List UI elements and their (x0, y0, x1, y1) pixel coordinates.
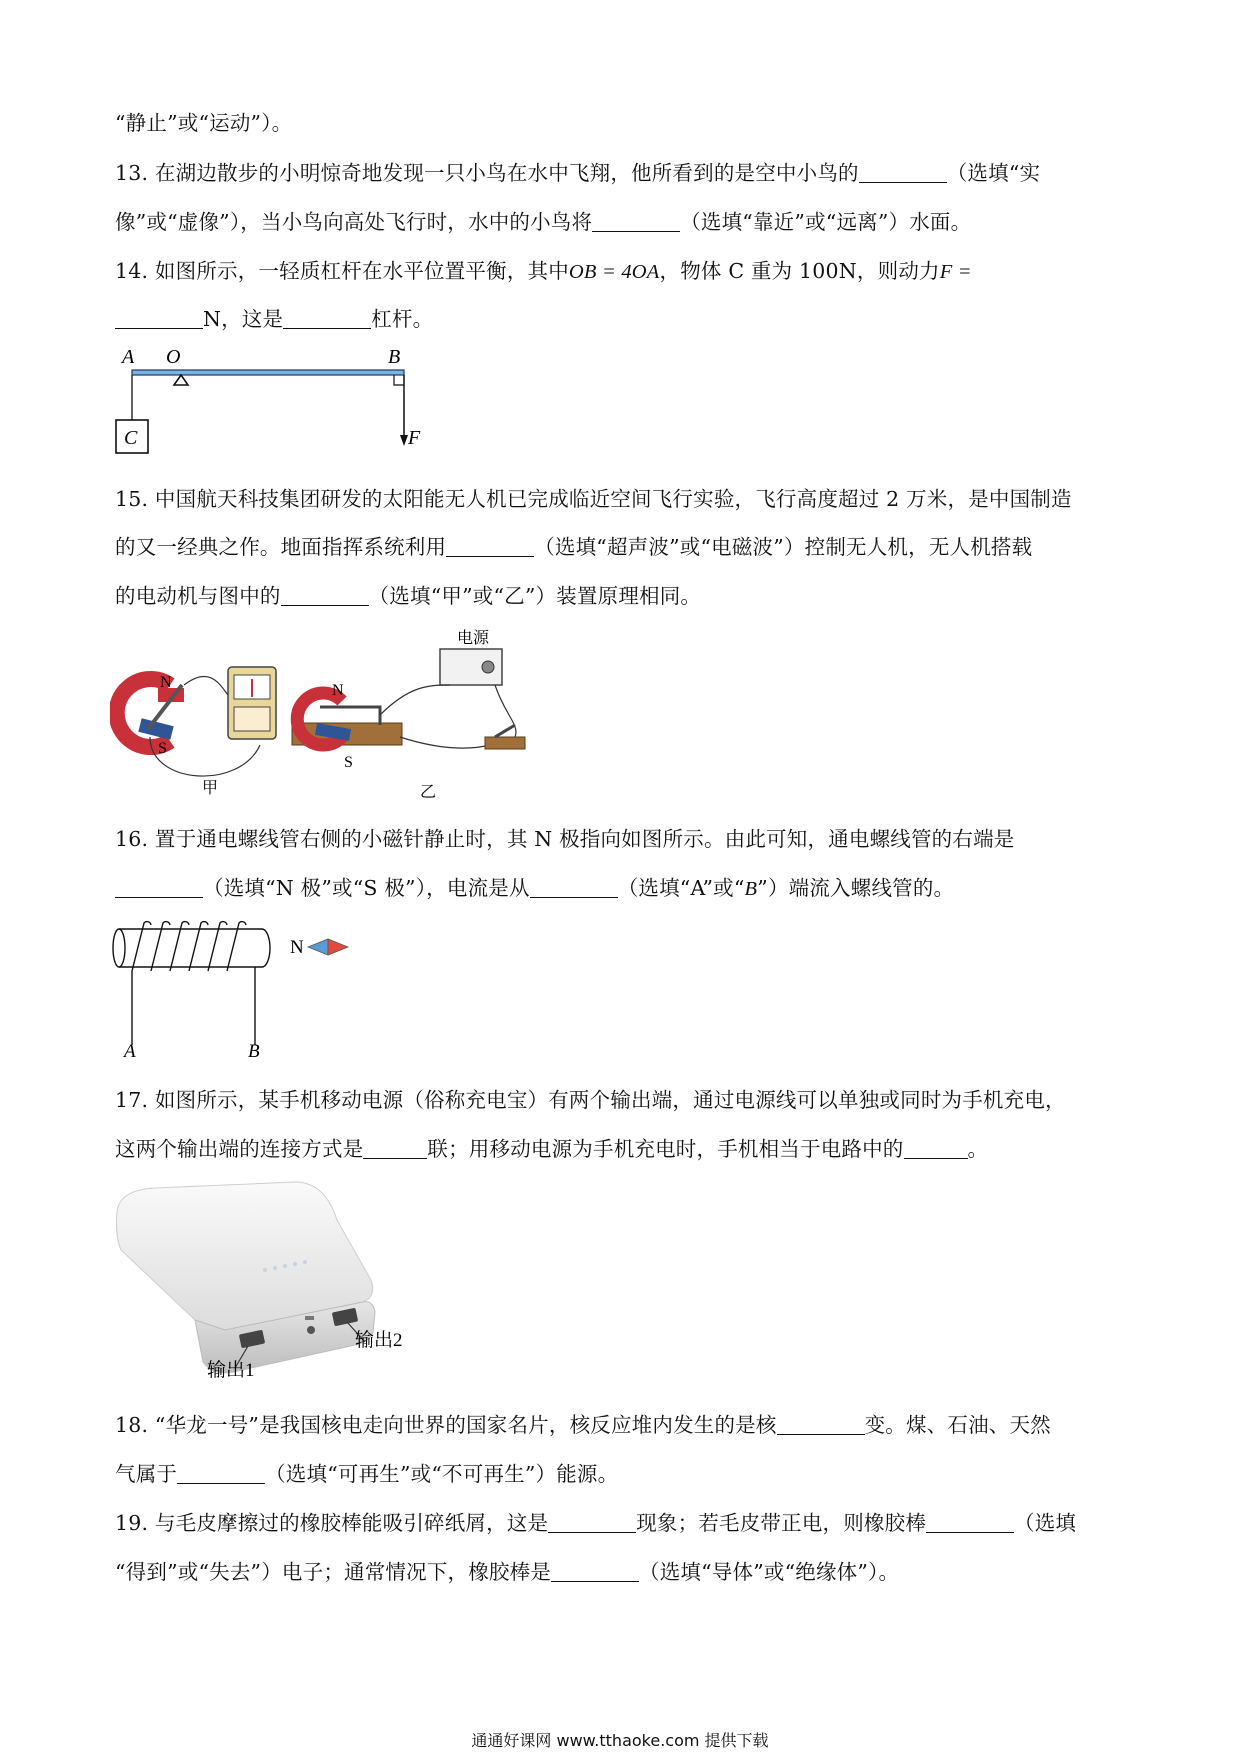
label-N-yi: N (332, 682, 344, 699)
answer-blank[interactable] (592, 213, 680, 232)
label-O: O (166, 346, 181, 368)
compass-needle (308, 939, 348, 955)
label-S-yi: S (344, 754, 353, 771)
dc-jack (307, 1326, 315, 1334)
q13-line1: 13. 在湖边散步的小明惊奇地发现一只小鸟在水中飞翔，他所看到的是空中小鸟的 （选填“实 (115, 161, 1041, 185)
fulcrum (174, 375, 188, 385)
label-N: N (290, 937, 304, 958)
label-jia: 甲 (202, 780, 219, 797)
answer-blank[interactable] (530, 879, 618, 898)
answer-blank[interactable] (777, 1416, 865, 1435)
generator-motor-figure (110, 625, 550, 800)
lever-bar (132, 370, 404, 375)
q13-line2: 像”或“虚像”），当小鸟向高处飞行时，水中的小鸟将 （选填“靠近”或“远离”）水面。 (115, 210, 972, 234)
label-B: B (388, 346, 401, 368)
answer-blank[interactable] (446, 538, 534, 557)
label-S-jia: S (158, 740, 167, 757)
answer-blank[interactable] (283, 310, 371, 329)
q16-line2: （选填“N 极”或“S 极”），电流是从 （选填“A”或“B”）端流入螺线管的。 (115, 871, 954, 901)
q15-line1: 15. 中国航天科技集团研发的太阳能无人机已完成临近空间飞行实验，飞行高度超过 2 万米，是中国制造 (115, 487, 1072, 511)
answer-blank[interactable] (281, 587, 369, 606)
label-F: F (408, 427, 421, 449)
q15-line2: 的又一经典之作。地面指挥系统利用 （选填“超声波”或“电磁波”）控制无人机，无人机搭载 (115, 535, 1033, 559)
q18-line1: 18. “华龙一号”是我国核电走向世界的国家名片，核反应堆内发生的是核 变。煤、石油、天然 (115, 1413, 1051, 1437)
q14-line2: N，这是 杠杆。 (115, 302, 433, 332)
label-out1: 输出1 (207, 1360, 255, 1381)
answer-blank[interactable] (551, 1563, 639, 1582)
q16-line1: 16. 置于通电螺线管右侧的小磁针静止时，其 N 极指向如图所示。由此可知，通电螺线管的右端是 (115, 827, 1015, 851)
q17-line1: 17. 如图所示，某手机移动电源（俗称充电宝）有两个输出端，通过电源线可以单独或同时为手机充电， (115, 1088, 1066, 1112)
label-N-jia: N (160, 674, 172, 691)
q18-line2: 气属于 （选填“可再生”或“不可再生”）能源。 (115, 1462, 619, 1486)
apparatus-jia (117, 667, 276, 797)
lever-figure (110, 345, 430, 465)
page-footer: 通通好课网 www.tthaoke.com 提供下载 (471, 1731, 769, 1750)
label-A: A (122, 346, 135, 368)
answer-blank[interactable] (363, 1140, 427, 1159)
q12-tail: “静止”或“运动”）。 (115, 111, 293, 135)
label-yi: 乙 (420, 784, 437, 800)
label-C: C (124, 427, 138, 449)
answer-blank[interactable] (115, 310, 203, 329)
label-B: B (248, 1041, 260, 1060)
q14-line1: 14. 如图所示，一轻质杠杆在水平位置平衡，其中OB = 4OA，物体 C 重为 100N，则动力F = (115, 259, 972, 283)
right-angle-mark (394, 375, 404, 385)
q15-line3: 的电动机与图中的 （选填“甲”或“乙”）装置原理相同。 (115, 584, 702, 608)
label-out2: 输出2 (355, 1330, 403, 1351)
q17-line2: 这两个输出端的连接方式是 联；用移动电源为手机充电时，手机相当于电路中的 。 (115, 1137, 989, 1161)
answer-blank[interactable] (177, 1465, 265, 1484)
answer-blank[interactable] (548, 1514, 636, 1533)
answer-blank[interactable] (859, 164, 947, 183)
answer-blank[interactable] (115, 879, 203, 898)
q19-line2: “得到”或“失去”）电子；通常情况下，橡胶棒是 （选填“导体”或“绝缘体”）。 (115, 1560, 900, 1584)
answer-blank[interactable] (904, 1140, 968, 1159)
answer-blank[interactable] (926, 1514, 1014, 1533)
label-A: A (124, 1041, 136, 1060)
force-arrow (400, 435, 408, 446)
label-power: 电源 (457, 630, 490, 647)
q19-line1: 19. 与毛皮摩擦过的橡胶棒能吸引碎纸屑，这是 现象；若毛皮带正电，则橡胶棒 （选填 (115, 1511, 1077, 1535)
apparatus-yi (292, 629, 525, 800)
power-bank-figure (115, 1180, 435, 1385)
solenoid-figure (110, 915, 370, 1060)
